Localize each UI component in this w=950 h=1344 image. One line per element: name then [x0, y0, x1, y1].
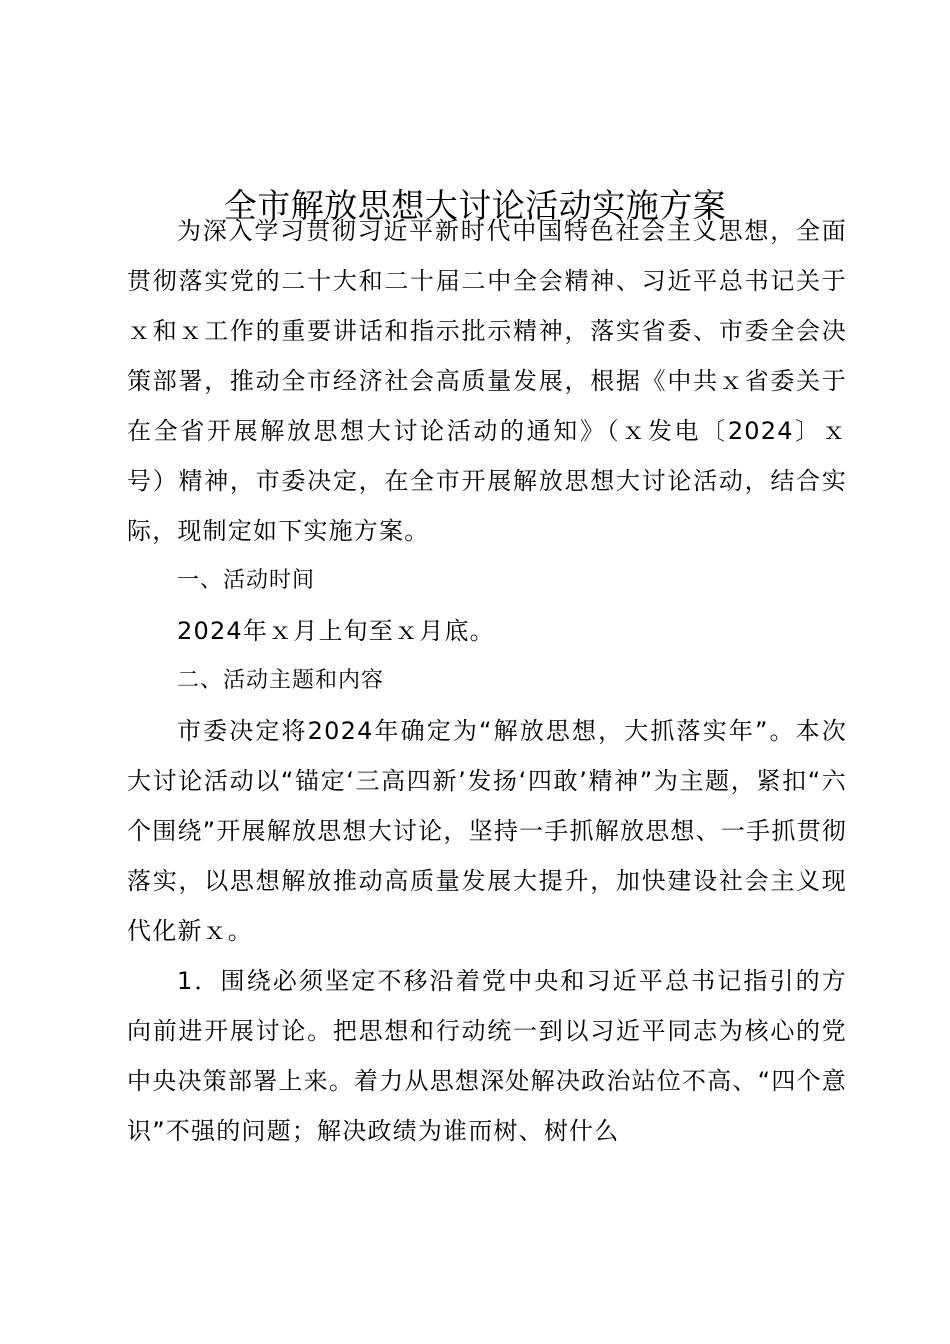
paragraph-time: 2024年ｘ月上旬至ｘ月底。	[177, 617, 495, 645]
paragraph-intro: 为深入学习贯彻习近平新时代中国特色社会主义思想，全面贯彻落实党的二十大和二十届二中全会精神、习近平总书记关于ｘ和ｘ工作的重要讲话和指示批示精神，落实省委、市委全会决策部署，推动全市经济社会高质量发展，根据《中共ｘ省委关于在全省开展解放思想大讨论活动的通知》（ｘ发电〔2024〕ｘ号）精神，市委决定，在全市开展解放思想大讨论活动，结合实际，现制定如下实施方案。	[127, 217, 847, 545]
paragraph-item-1: 1．围绕必须坚定不移沿着党中央和习近平总书记指引的方向前进开展讨论。把思想和行动统一到以习近平同志为核心的党中央决策部署上来。着力从思想深处解决政治站位不高、“四个意识”不强的问题；解决政绩为谁而树、树什么	[127, 967, 847, 1145]
document-body	[127, 206, 847, 1156]
document-title: 全市解放思想大讨论活动实施方案	[223, 186, 727, 225]
section-heading-time: 一、活动时间	[177, 568, 316, 593]
paragraph-theme: 市委决定将2024年确定为“解放思想，大抓落实年”。本次大讨论活动以“锚定‘三高四新’发扬‘四敢’精神”为主题，紧扣“六个围绕”开展解放思想大讨论，坚持一手抓解放思想、一手抓贯彻落实，以思想解放推动高质量发展大提升，加快建设社会主义现代化新ｘ。	[127, 717, 847, 945]
section-heading-theme: 二、活动主题和内容	[177, 668, 385, 693]
